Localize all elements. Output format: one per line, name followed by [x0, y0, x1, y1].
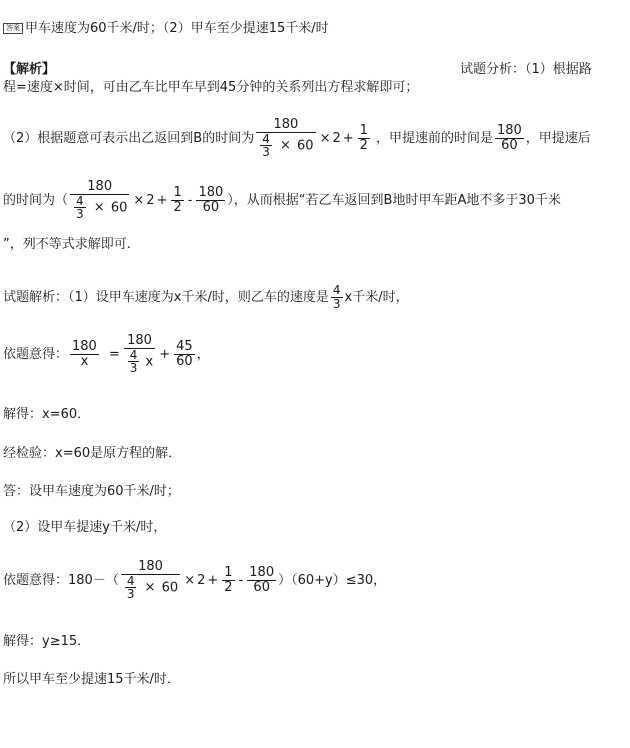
analysis-p3-suffix: ），从而根据“若乙车返回到B地时甲车距A地不多于30千米	[227, 192, 561, 208]
frac-num: 1	[359, 123, 368, 139]
analysis-p3-prefix: 的时间为（	[3, 192, 69, 208]
eq1-suffix: ，	[196, 346, 210, 362]
frac-num: 180	[127, 333, 152, 348]
minus-sign: -	[187, 192, 193, 208]
fraction-180-over-60	[196, 186, 225, 214]
times-sign: ×	[93, 200, 105, 216]
answer-badge: 答案	[3, 23, 23, 34]
frac-den: 3	[262, 145, 270, 160]
fraction-return-time	[256, 118, 315, 159]
equation-2	[3, 560, 386, 601]
fraction-180-over-60	[247, 566, 276, 594]
frac-num: 180	[138, 559, 163, 574]
frac-den: 60	[501, 137, 518, 153]
frac-num: 45	[176, 339, 193, 355]
answer-text: 甲车速度为60千米/时；（2）甲车至少提速15千米/时	[25, 21, 329, 36]
eq2-prefix: 依题意得：180－（	[3, 572, 119, 588]
analysis-heading: 【解析】	[3, 62, 56, 77]
fraction-45-over-60	[174, 340, 195, 368]
check-line: 经检验：x=60是原方程的解．	[3, 446, 182, 461]
frac-den: x	[80, 353, 89, 369]
frac-num: 1	[173, 185, 182, 201]
analysis-label: 试题分析：（1）根据路	[460, 62, 592, 77]
frac-den	[124, 349, 155, 375]
minus-sign: -	[238, 572, 244, 588]
plus-sign: +	[207, 572, 219, 588]
eq2-suffix: ）（60+y）≤30，	[278, 572, 387, 588]
answer-1: 答：设甲车速度为60千米/时；	[3, 484, 180, 499]
solution-s1-suffix: x千米/时，	[344, 289, 409, 305]
frac-den: 2	[173, 199, 182, 215]
number: 2	[146, 192, 155, 208]
fraction-four-thirds	[331, 284, 343, 310]
frac-den: 3	[332, 296, 341, 311]
solve-1: 解得：x=60．	[3, 407, 91, 422]
frac-den: 2	[224, 579, 233, 595]
fraction-180-over-four-thirds-x	[124, 334, 155, 375]
solution-step-2: （2）设甲车提速y千米/时，	[3, 520, 167, 535]
frac-den: 60	[253, 579, 270, 595]
fraction-four-thirds	[125, 575, 137, 601]
frac-num: 4	[126, 573, 135, 588]
frac-num: 180	[87, 179, 113, 194]
eq1-equals: =	[108, 346, 120, 362]
frac-den: 3	[126, 587, 135, 602]
times-sign: ×	[133, 192, 145, 208]
frac-num: 4	[129, 347, 138, 362]
fraction-180-over-x	[70, 340, 99, 368]
number: 2	[332, 130, 341, 146]
frac-den	[70, 195, 129, 221]
number: 60	[161, 580, 179, 596]
fraction-one-half	[171, 186, 183, 214]
plus-sign: +	[342, 130, 354, 146]
analysis-paragraph-2	[3, 118, 591, 159]
number: 2	[197, 572, 206, 588]
frac-num: 180	[273, 117, 299, 132]
variable-x: x	[145, 354, 154, 370]
times-sign: ×	[144, 580, 156, 596]
frac-den: 60	[202, 199, 220, 215]
times-sign: ×	[184, 572, 196, 588]
plus-sign: +	[159, 346, 171, 362]
solution-s1: 试题解析：（1）设甲车速度为x千米/时，则乙车的速度是	[3, 289, 329, 305]
eq1-prefix: 依题意得：	[3, 346, 69, 362]
fraction-return-time	[121, 560, 180, 601]
fraction-one-half	[358, 124, 370, 152]
frac-num: 180	[198, 185, 224, 201]
fraction-180-over-60	[495, 124, 524, 152]
fraction-return-time	[70, 180, 129, 221]
frac-num: 180	[72, 339, 97, 355]
frac-den: 3	[76, 207, 84, 222]
conclusion: 所以甲车至少提速15千米/时．	[3, 672, 180, 687]
equation-1	[3, 334, 210, 375]
fraction-four-thirds	[74, 195, 86, 221]
frac-den: 60	[176, 353, 193, 369]
times-sign: ×	[279, 138, 291, 154]
analysis-p2-suffix: ，甲提速后	[525, 130, 591, 146]
solution-step-1	[3, 284, 409, 310]
analysis-p2-prefix: （2）根据题意可表示出乙返回到B的时间为	[3, 130, 255, 146]
frac-num: 180	[496, 123, 522, 139]
solve-2: 解得：y≥15．	[3, 634, 91, 649]
frac-num: 4	[76, 193, 84, 208]
fraction-four-thirds	[128, 349, 140, 375]
analysis-paragraph-3	[3, 180, 561, 221]
times-sign: ×	[319, 130, 331, 146]
analysis-line-2: 程=速度×时间，可由乙车比甲车早到45分钟的关系列出方程求解即可；	[3, 80, 419, 95]
frac-den: 2	[359, 137, 368, 153]
fraction-four-thirds	[260, 133, 272, 159]
frac-num: 4	[262, 131, 270, 146]
number: 60	[297, 138, 314, 154]
frac-den	[256, 133, 315, 159]
answer-line	[3, 22, 329, 35]
analysis-p2-mid: ，甲提速前的时间是	[375, 130, 493, 146]
frac-num: 4	[332, 283, 341, 297]
analysis-paragraph-4: ”，列不等式求解即可.	[3, 237, 131, 252]
frac-num: 1	[224, 565, 233, 581]
frac-num: 180	[249, 565, 275, 581]
plus-sign: +	[156, 192, 168, 208]
number: 60	[110, 200, 128, 216]
frac-den: 3	[129, 361, 138, 376]
fraction-one-half	[222, 566, 234, 594]
frac-den	[121, 575, 180, 601]
